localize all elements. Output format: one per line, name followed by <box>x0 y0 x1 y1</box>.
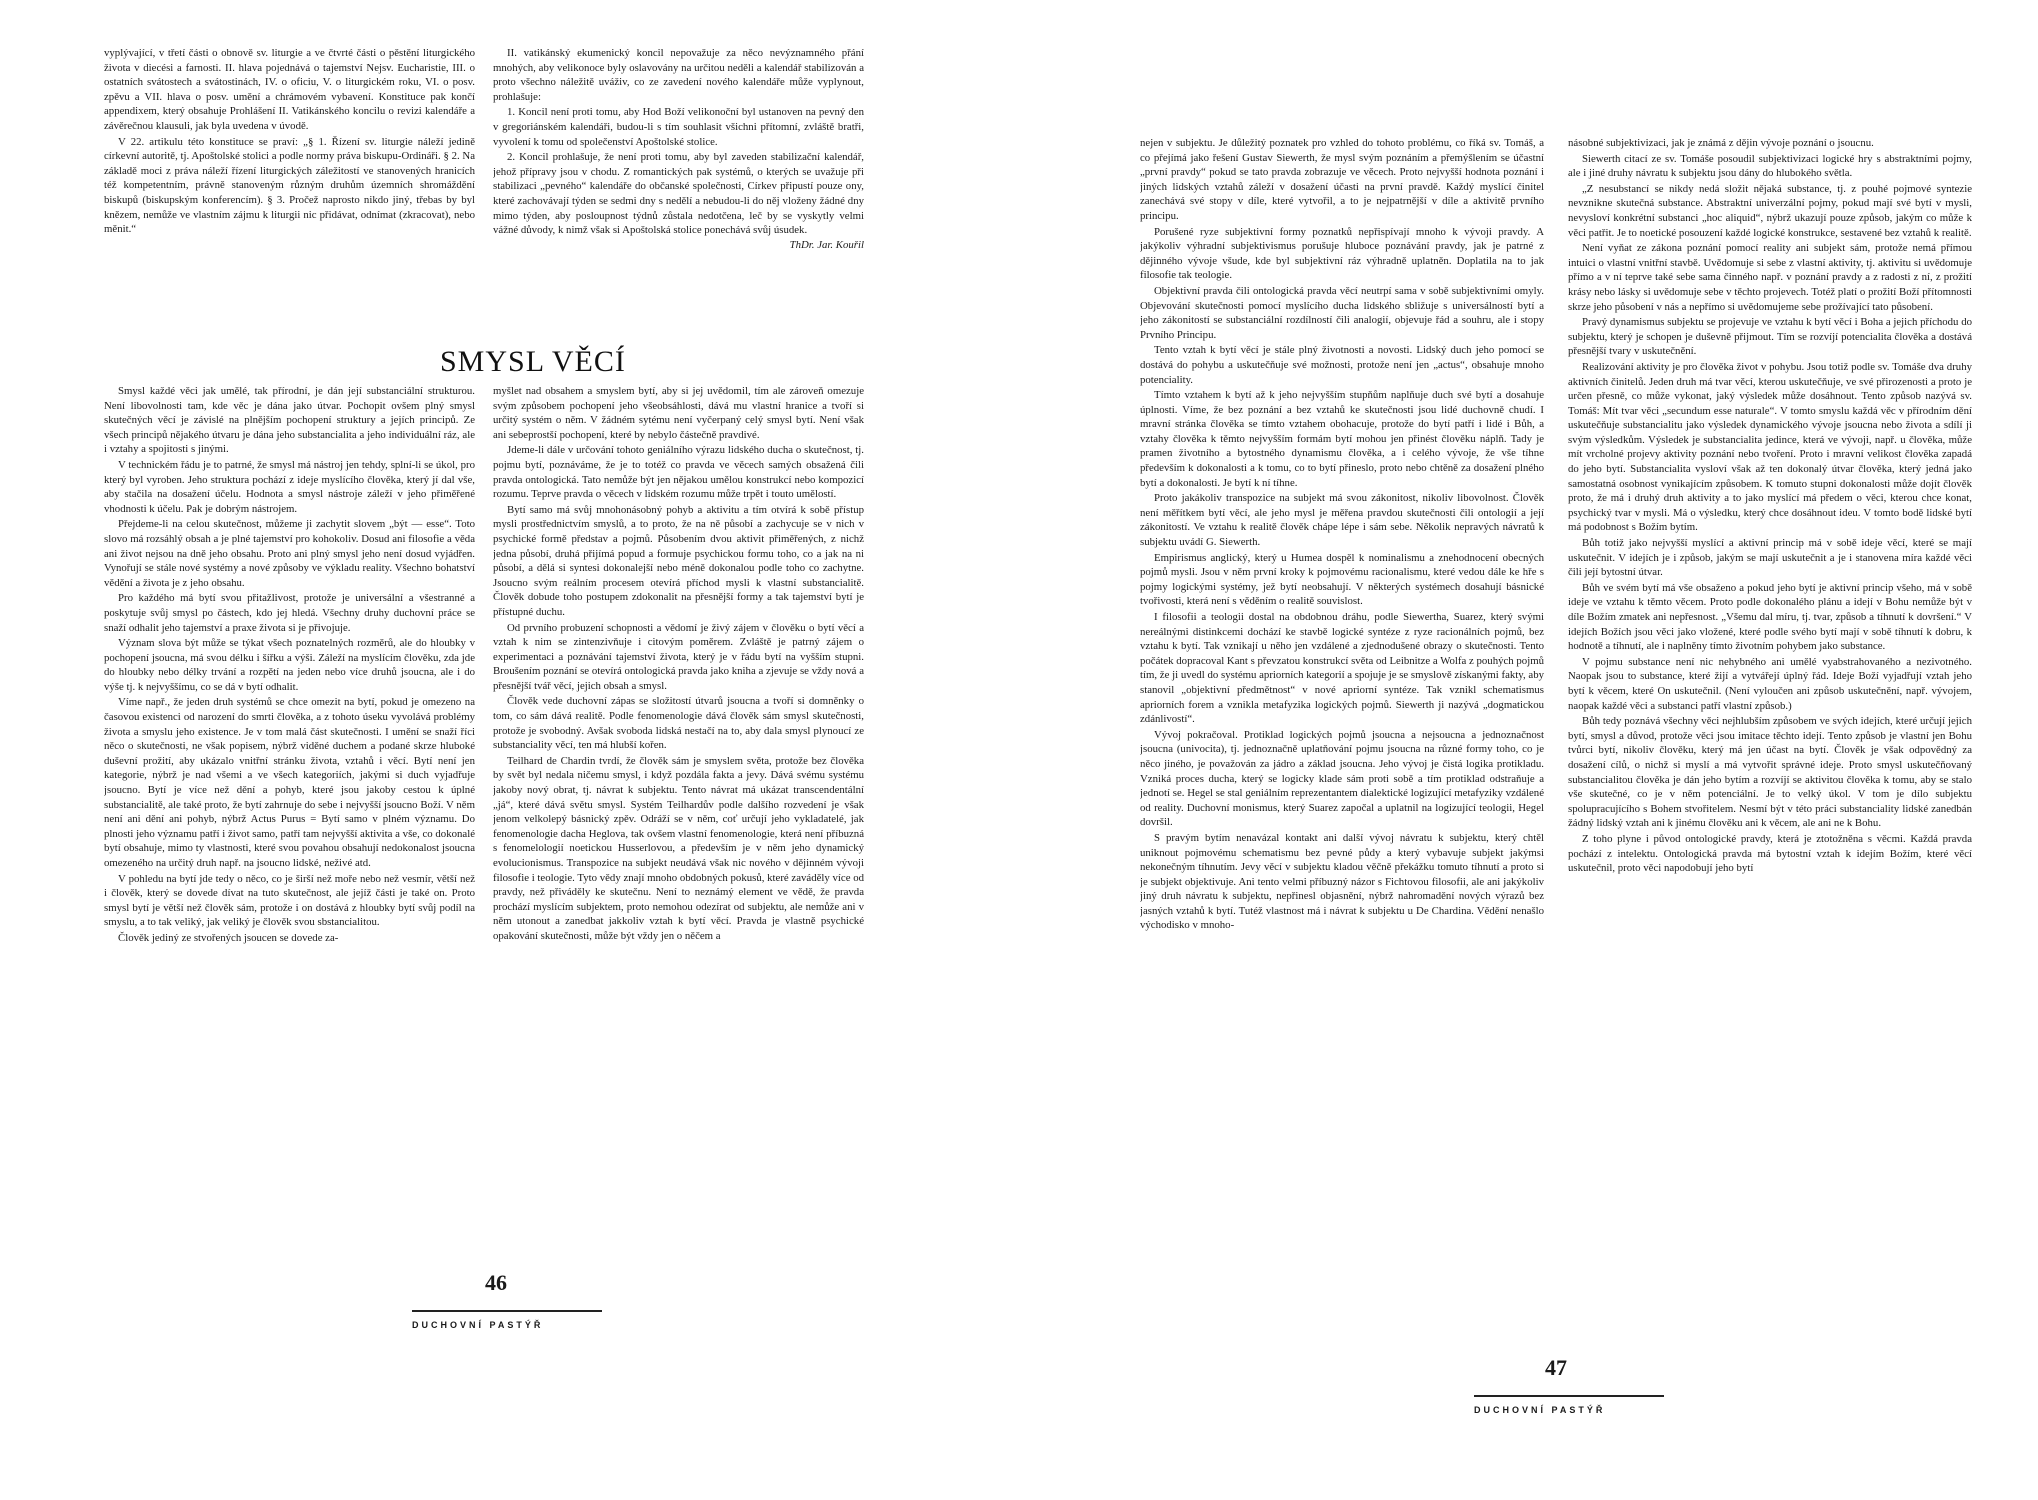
paragraph: II. vatikánský ekumenický koncil nepovažuje za něco nevýznamného přání mnohých, aby velikonoce byly oslavovány na určitou neděli a kalendář stabilizován a proto všechno náležitě uváživ, co ze zavedení nového kalendáře může vyplynout, prohlašuje: <box>493 47 864 103</box>
paragraph: „Z nesubstancí se nikdy nedá složit nějaká substance, tj. z pouhé pojmové syntezie nevznikne skutečná substance. Abstraktní univerzální pojmy, pokud mají své bytí v mysli, nevysloví konkrétní substanci „hoc aliquid“, nýbrž ukazují pouze způsob, jakým co může k věci patřit. Je to noetické posouzení každé logické konstrukce, sestavené bez vztahů k realitě. <box>1568 182 1972 239</box>
paragraph: Člověk jediný ze stvořených jsoucen se dovede za- <box>118 931 339 944</box>
page-number: 46 <box>485 1270 507 1295</box>
paragraph: Objektivní pravda čili ontologická pravda věcí neutrpí sama v sobě subjektivními omyly. Objevování skutečnosti pomocí myslícího ducha lidského sbližuje s universálností bytí a jeho zákonitostí se substanciální rozdílností čili analogií, objevuje řád a souhru, ale i stopy Prvního Principu. <box>1140 284 1544 341</box>
paragraph: Jdeme-li dále v určování tohoto geniálního výrazu lidského ducha o skutečnost, tj. pojmu bytí, poznáváme, že je to totéž co pravda ve věcech samých obsažená čili pravda ontologická. Tato nemůže být jen nějakou umělou konstrukcí nebo kompozicí rozumu. Teprve pravda o věcech v lidském rozumu může trpět i touto umělostí. <box>493 444 864 501</box>
paragraph: Bůh tedy poznává všechny věci nejhlubším způsobem ve svých idejích, které určují jejich bytí, smysl a důvod, protože věci jsou imitace těchto idejí. Tento způsob je vlastní jen Bohu tvůrci bytí, nikoliv člověku, který má jen účast na bytí. Člověk je však odpovědný za dosažení cílů, o nichž si myslí a má vytvořit správné ideje. Proto smysl uskutečňovaný substancialitou člověka je dán jeho bytím a rozvíjí se aktivitou člověka k tomu, aby se stalo vše skutečné, co je v něm potenciální. Je to velký úkol. V tom je dílo subjektu spolupracujícího s Bohem stvořitelem. Nesmí být v této práci substanciality lidské zanedbán žádný lidský vztah ani k jinému člověku ani k věcem, ale ani ne k Bohu. <box>1568 715 1972 830</box>
paragraph: Víme např., že jeden druh systémů se chce omezit na bytí, pokud je omezeno na časovou existenci od narození do smrti člověka, a z tohoto úseku vyvolává problémy života a smyslu jeho existence. Je v tom malá část skutečnosti. I umění se snaží říci něco o skutečnosti, ne však popisem, nýbrž viděné duchem a podané skrze hluboké duševní prožití, aby ukázalo vnitřní stránku života, vztahů i věcí. Bytí není jen kategorie, nýbrž je nad všemi a ve všech kategoriích, jakými si duch vyjadřuje jsoucno. Bytí je více než dění a pohyb, které jsou jakoby cestou k úplné substancialitě, ale také proto, že bytí zahrnuje do sebe i nejvyšší jsoucno Boží. V něm není ani dění ani pohyb, nýbrž Actus Purus = Bytí samo v plném významu. Do plnosti jeho významu patří i život samo, patří tam nejvyšší aktivita a vše, co dokonalé bytí obsahuje, mimo ty vlastnosti, které svou povahou obsahují nedokonalost jsoucna omezeného na určitý druh např. na jsoucno lidské, neživé atd. <box>104 696 475 869</box>
paragraph: Přejdeme-li na celou skutečnost, můžeme ji zachytit slovem „být — esse“. Toto slovo má rozsáhlý obsah a je plné tajemství pro kohokoliv. Dosud ani filosofie a věda ani život nejsou na dně jeho obsahu. Proto ani plný smysl jeho není dosud vyjádřen. Vynořují se stále nové systémy a nové způsoby ve výkladu reality. Všechno bohatství vědění a života je z jeho obsahu. <box>104 518 475 589</box>
paragraph: Bůh ve svém bytí má vše obsaženo a pokud jeho bytí je aktivní princip všeho, má v sobě ideje ve vztahu k těmto věcem. Proto podle dokonalého plánu a idejí v Bohu nemůže být v díle Božím zmatek ani nepřesnost. „Všemu dal míru, tj. tvar, způsob a tíhnutí k dovršení.“ V idejích Božích jsou věci jako vložené, které podle svého bytí mají v sobě tíhnutí k dobru, k hodnotě a tíhnutí, ale i naplněny tímto životním pohybem jako substance. <box>1568 581 1972 653</box>
paragraph: myšlet nad obsahem a smyslem bytí, aby si jej uvědomil, tím ale zároveň omezuje svým způsobem pochopení jeho všeobsáhlosti, dává mu vlastní hranice a tvoří si určitý systém o něm. V žádném sytému není vyčerpaný celý smysl bytí. Není však ani sebeprostší pochopení, které by nebylo částečně pravdivé. <box>493 385 864 441</box>
paragraph: Vývoj pokračoval. Protiklad logických pojmů jsoucna a nejsoucna a jednoznačnost jsoucna (univocita), tj. jednoznačně uplatňování pojmu jsoucna na různé formy toho, co je něco jiného, je považován za jádro a základ jsoucna. Jeho vývoj je čistá logika protikladu. Vzniká proces ducha, který se logicky klade sám proti sobě a tím protiklad odstraňuje a jednotí se. Hegel se stal geniálním reprezentantem dialektické logizující metafyziky vzdálené od reality. Duchovní monismus, který Suarez započal a uplatnil na logizující teologii, Hegel dovršil. <box>1140 728 1544 829</box>
paragraph: Od prvního probuzení schopnosti a vědomí je živý zájem v člověku o bytí věcí a vztah k nim se zintenzivňuje i citovým poměrem. Zvláště je patrný zájem o experimentaci a poznávání tajemství života, který je v řádu bytí na vyšším stupni. Broušením poznání se otevírá ontologická pravda jako kniha a zjevuje se vždy nová a přesnější tvář věcí, jejich obsah a smysl. <box>493 621 864 692</box>
paragraph: Z toho plyne i původ ontologické pravdy, která je ztotožněna s věcmi. Každá pravda pochází z intelektu. Ontologická pravda má bytostní vztah k idejím Božím, které věcí uskutečnil, proto věci napodobují jeho bytí <box>1568 832 1972 875</box>
footer-rule <box>1474 1395 1664 1397</box>
paragraph: nejen v subjektu. Je důležitý poznatek pro vzhled do tohoto problému, co říká sv. Tomáš, a co přejímá jako řešení Gustav Siewerth, že mysl svým poznáním a přemýšlením se účastní „první pravdy“ pokud se tato pravda zobrazuje ve věcech. Proto nejvyšší hodnota poznání i jiných lidských vztahů záleží v dosažení účasti na první pravdě. Každý myslící činitel zanechává své stopy v díle, které vytvořil, a to je nejpatrnější v díle a aktivitě prvního principu. <box>1140 137 1544 222</box>
paragraph: 2. Koncil prohlašuje, že není proti tomu, aby byl zaveden stabilizační kalendář, jehož přípravy jsou v chodu. Z romantických pak systémů, o kterých se uvažuje při stabilizaci „pevného“ kalendáře do občanské společnosti, Církev připustí pouze ony, které zachovávají týden se sedmi dny s nedělí a nebudou-li do něj vloženy žádné dny mimo týden, aby posloupnost týdnů zůstala nedotčena, leč by se vyskytly velmi vážné důvody, k nimž však si Apoštolská stolice ponechává svůj úsudek. <box>493 151 864 237</box>
paragraph: V 22. artikulu této konstituce se praví: „§ 1. Řízení sv. liturgie náleží jedině církevní autoritě, tj. Apoštolské stolici a podle normy práva biskupu-Ordináři. § 2. Na základě moci z práva náleží řízení liturgických záležitostí ve stanovených hranicích též kompetentním, právně stanoveným různým druhům územních shromáždění biskupů (biskupským konferencím). § 3. Pročež naprosto nikdo jiný, třebas by byl knězem, nemůže ve vlastním zájmu k liturgii nic přidávat, odnímat (zkracovat), nebo měnit.“ <box>104 135 475 236</box>
article-column-4 <box>1568 136 1972 1326</box>
journal-footer: DUCHOVNÍ PASTÝŘ <box>412 1320 544 1330</box>
paragraph: Pravý dynamismus subjektu se projevuje ve vztahu k bytí věcí i Boha a jejich příchodu do subjektu, který je schopen je duševně přijmout. Tím se rozvíjí potencialita člověka a dostává přesnější tvary v uskutečnění. <box>1568 316 1972 358</box>
paragraph: V pojmu substance není nic nehybného ani umělé vyabstrahovaného a nezivotného. Naopak jsou to substance, které žijí a vytvářejí úplný řád. Ideje Boží vyjadřují vztah jeho bytí k věcem, které On uskutečnil. (Není vyloučen ani způsob uskutečnění, např. vývojem, naopak každé věci a substanci patří vlastní způsob.) <box>1568 655 1972 712</box>
article-column-1 <box>104 384 475 1264</box>
paragraph: Člověk vede duchovní zápas se složitostí útvarů jsoucna a tvoří si domněnky o tom, co sám dává realitě. Podle fenomenologie dává člověk sám smysl skutečnosti, protože je svobodný. Avšak svoboda lidská nestačí na to, aby dala smysl plynoucí ze substanciality věcí, ten má hlubší kořen. <box>493 695 864 752</box>
paragraph: Teilhard de Chardin tvrdí, že člověk sám je smyslem světa, protože bez člověka by svět byl nedala ničemu smysl, i když pozdála fakta a jevy. Dává svému systému jakoby nový obrat, tj. návrat k subjektu. Tento návrat má ukázat transcendentální „já“, které dává světu smysl. Systém Teilhardův podle dalšího rozvedení je však jenom velkolepý básnický zpěv. Odráží se v něm, coť určují jeho vykladatelé, jak fenomenologie dacha Heglova, tak ovšem vlastní fenomenologie, která není příbuzná s fenomelologií noetickou Husserlovou, a především je v něm jeho dynamický evolucionismus. Transpozice na subjekt neudává však nic nového v dějinném vývoji filosofie i teologie. Tyto vědy znají mnoho obdobných pokusů, které zaváděly více od pravdy, než přiváděly ke skutečnu. Není to neznámý element ve vědě, že pravda prochází myslícím subjektem, proto nemohou odezírat od subjektu, ale nemůže ani v něm utonout a zanedbat jakkoliv vztah k bytí věcí. Pravda je vlastně psychické opakování skutečnosti, může být vždy jen o něčem a <box>493 754 864 942</box>
top-column-2 <box>493 46 864 341</box>
paragraph: S pravým bytím nenavázal kontakt ani další vývoj návratu k subjektu, který chtěl uniknout pojmovému schematismu bez pevné půdy a který vybavuje subjekt jakýmsi nekonečným tíhnutím. Jevy věcí v subjektu kladou věčně překážku tomuto tíhnutí a proto si je subjekt objektivuje. Ani tento velmi příbuzný názor s Fichtovou filosofii, ale ani jakýkoliv jiný druh návratu k subjektu, nepřinesl objasnění, nýbrž nahromadění nových výrazů bez jasných vztahů k bytí. Tutéž vlastnost má i návrat k subjektu u De Chardina. Vědění nenašlo východisko v mnoho- <box>1140 831 1544 932</box>
paragraph: Bytí samo má svůj mnohonásobný pohyb a aktivitu a tím otvírá k sobě přístup mysli prostřednictvím smyslů, a to proto, že na ně působí a zachycuje se v nich v psychické formě představ a pojmů. Působením dvou aktivit přiměřených, z nichž jedna působí, druhá přijímá popud a formuje psychickou formu toho, co a jak na ni působí, a dělá si syntesi dokonalejší nebo méně dokonalou podle toho co zachytne. Jsoucno svým reálním procesem otevírá příchod mysli k vlastní substancialitě. Člověk dobude toho postupem zdokonalit na přesnější formy a tak tajemství bytí je přístupné duchu. <box>493 503 864 618</box>
paragraph: násobné subjektivizaci, jak je známá z dějin vývoje poznání o jsoucnu. <box>1568 137 1874 149</box>
paragraph: Empirismus anglický, který u Humea dospěl k nominalismu a znehodnocení obecných pojmů mysli. Jsou v něm první kroky k pojmovému racionalismu, které vedou dále ke hře s pojmy logickými systémy, jež bytí neobsahují. V některých systémech dosahují básnické tvořivosti, která není s věděním o realitě souvislost. <box>1140 551 1544 608</box>
top-column-1 <box>104 46 475 341</box>
article-signature: ThDr. Jar. Kouřil <box>789 238 864 251</box>
paragraph: Pro každého má bytí svou přitažlivost, protože je universální a všestranné a poskytuje svůj smysl po částech, kdo jej hledá. Všechny druhy duchovní práce se snaží odhalit jeho tajemství a praxe života si je přivojuje. <box>104 592 475 634</box>
paragraph: Smysl každé věci jak umělé, tak přírodní, je dán její substanciální strukturou. Není libovolnosti tam, kde věc je dána jako útvar. Pochopit ovšem plný smysl skutečných věcí je závislé na plnějším pochopení struktury a jejích principů. Ze všech principů nějakého útvaru je dána jeho substancialita a jeho individuální ráz, ale i vztahy a spojitosti s jinými. <box>104 385 475 456</box>
paragraph: Význam slova být může se týkat všech poznatelných rozměrů, ale do hloubky v pochopení jsoucna, má svou délku i šířku a výši. Záleží na myslícím člověku, zda jde do hloubky nebo délky trvání a rozpětí na jeden nebo více druhů jsoucna, ale i do výše tj. k nejvyššímu, co se dá v bytí odhalit. <box>104 637 475 693</box>
decree-text <box>493 46 864 238</box>
paragraph: Realizování aktivity je pro člověka život v pohybu. Jsou totiž podle sv. Tomáše dva druhy aktivních činitelů. Jeden druh má tvar věcí, kterou uskutečňuje, ve své přirozenosti a proto je určen přesně, co může vykonat, jaký výsledek může dosáhnout. Tento způsob nazývá sv. Tomáš: Mít tvar věci „secundum esse naturale“. V tomto smyslu každá věc v přírodním dění uskutečňuje substancialitu jako výsledek dynamického vývoje jsoucna nebo života a sdílí ji svým výsledkům. Výsledek je substancialita jedince, která ve vývoji, např. u člověka, může mít vrcholné projevy aktivity poznání nebo tvoření. Proto i mravní velikost člověka zapadá do jeho bytí. Substancialita vysloví však až ten dokonalý útvar člověka, který jedná jako samostatná osobnost vynikajícím způsobem. K tomuto stupni dokonalosti může dojít člověk proto, že má i druhý druh aktivity a to jako myslící má předem o věci, kterou chce konat, psychický tvar v mysli. Má o výsledku, který chce dosáhnout ideu. V tomto bodě lidské bytí má podobnost s Božím bytím. <box>1568 360 1972 534</box>
paragraph: vyplývající, v třetí části o obnově sv. liturgie a ve čtvrté části o pěstění liturgického života v diecési a farnosti. II. hlava pojednává o tajemství Nejsv. Eucharistie, III. o ostatních svátostech a svátostinách, IV. o oficiu, V. o liturgickém roku, VI. o posv. zpěvu a VII. hlava o posv. umění a chrámovém vybavení. Konstituce pak končí appendixem, který obsahuje Prohlášení II. Vatikánského koncilu o revizi kalendáře a závěrečnou klausuli, jak byla uvedena v úvodě. <box>104 47 475 132</box>
paragraph: 1. Koncil není proti tomu, aby Hod Boží velikonoční byl ustanoven na pevný den v gregoriánském kalendáři, budou-li s tím souhlasit všichni přítomní, zvláště bratři, vyvolení k tomu od společenství Apoštolské stolice. <box>493 106 864 148</box>
paragraph: Porušené ryze subjektivní formy poznatků nepřispívají mnoho k vývoji pravdy. A jakýkoliv výhradní subjektivismus porušuje hluboce poznávání pravdy, jak je patrné z dějinného vývoje všude, kde byl subjektivní ráz výhradně uplatněn. Doplatila na to jak filosofie tak teologie. <box>1140 225 1544 282</box>
article-column-3 <box>1140 136 1544 1326</box>
article-column-2 <box>493 384 864 1264</box>
paragraph: Bůh totiž jako nejvyšší myslící a aktivní princip má v sobě ideje věcí, které se mají uskutečnit. V idejích je i způsob, jakým se mají uskutečnit a je i stanovena míra každé věci čili její bytostní útvar. <box>1568 537 1972 579</box>
page-47 <box>1019 0 2038 1500</box>
paragraph: Proto jakákoliv transpozice na subjekt má svou zákonitost, nikoliv libovolnost. Člověk není měřítkem bytí věcí, ale jeho mysl je měřena pravdou skutečnosti čili ontologií a její zákonitostí. Ve vztahu k realitě člověk chápe lépe i sám sebe. Několik nepravých návratů k subjektu uvádí G. Siewerth. <box>1140 492 1544 549</box>
article-heading: SMYSL VĚCÍ <box>440 345 626 378</box>
paragraph: Tímto vztahem k bytí až k jeho nejvyšším stupňům naplňuje duch své bytí a dosahuje úplnosti. Víme, že bez poznání a bez vztahů ke skutečnosti jsou lidé duchovně chudí. I mravní stránka člověka se tímto vztahem obohacuje, protože do bytí patří i lidé i Bůh, a vztahy člověka k těmto nejvyšším formám bytí mohou jen přinést člověku náplň. Tady je pramen životního a bytostného dynamismu člověka, a i celého vývoje, že vše tíhne především k dokonalosti a k tomu, co to bytí přineslo, proto nebo chtěně za dosažení plného bytí a dokonalosti. Je bytí k ní tíhne. <box>1140 389 1544 489</box>
paragraph: Není vyňat ze zákona poznání pomocí reality ani subjekt sám, protože nemá přímou intuici o vlastní vnitřní stavbě. Uvědomuje si sebe z vlastní aktivity, tj. aktivitu si uvědomuje přímo a v ní teprve také sebe sama činného např. v poznání pravdy a z radosti z ní, z prožití krásy nebo lásky si uvědomuje sebe v těchto projevech. Totéž platí o prožití Boží přítomnosti skrze jeho působení v nás a nepřímo si uvědomujeme sebe prožívající tato působení. <box>1568 242 1972 313</box>
journal-footer: DUCHOVNÍ PASTÝŘ <box>1474 1405 1606 1415</box>
paragraph: V technickém řádu je to patrné, že smysl má nástroj jen tehdy, splní-li se úkol, pro který byl vyroben. Jeho struktura pochází z ideje myslícího člověka, který jí dal vše, aby stačila na dosažení účelu. Hodnota a smysl nástroje záleží v jeho přiměřené vhodnosti k účelu. Pak je dobrým nástrojem. <box>104 458 475 515</box>
paragraph: Tento vztah k bytí věcí je stále plný životnosti a novosti. Lidský duch jeho pomocí se dostává do pohybu a uskutečňuje své možnosti, protože není jen „actus“, obsahuje mnoho potenciality. <box>1140 344 1544 386</box>
page-number: 47 <box>1545 1355 1567 1380</box>
paragraph: V pohledu na bytí jde tedy o něco, co je širší než moře nebo než vesmír, větší než i člověk, který se dovede dívat na tuto skutečnost, ale jejíž části je také on. Proto smysl bytí je větší než člověk sám, protože i on dostává z hloubky bytí svůj podíl na smyslu, a to tak veliký, jak veliký je člověk svou sbstancialitou. <box>104 872 475 929</box>
paragraph: I filosofii a teologii dostal na obdobnou dráhu, podle Siewertha, Suarez, který svými nereálnými distinkcemi dochází ke stavbě logické syntéze z ryze racionálních pojmů, bez vztahu k bytí. Tak vznikají u něho jen vzdálené a zjednodušené obrazy o skutečnosti. Tento počátek dopracoval Kant s převzatou konstrukcí světa od Leibnitze a Wolfa z pouhých pojmů tím, že ji uvedl do systému apriorních kategorií a spojuje je se smyslově získanými fakty, aby stanovil „objektivní předmětnost“ v nové apriorní syntéze. Tak vznikl schematismus apriorních forem a vznikla metafyzika logických pojmů. Siewerth ji nazývá „dogmatickou zdánlivostí“. <box>1140 611 1544 726</box>
footer-rule <box>412 1310 602 1312</box>
paragraph: Siewerth citací ze sv. Tomáše posoudil subjektivizaci logické hry s abstraktními pojmy, ale i jiné druhy návratu k subjektu jsou dány do hlubokého světla. <box>1568 152 1972 180</box>
